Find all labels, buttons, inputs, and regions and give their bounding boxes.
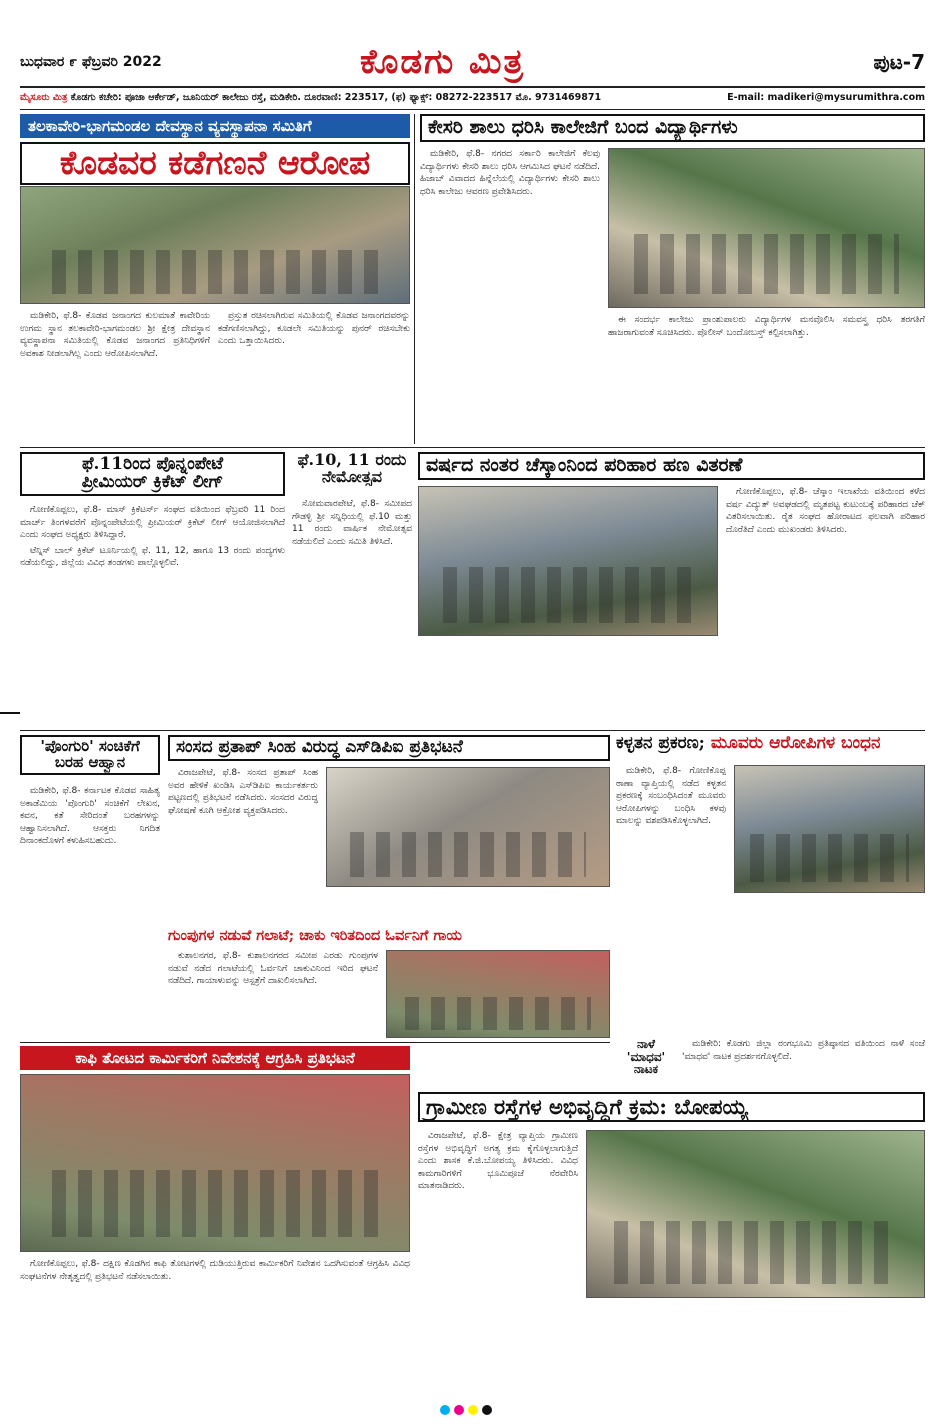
story-kodava-headline: ಕೊಡವರ ಕಡೆಗಣನೆ ಆರೋಪ: [20, 142, 410, 185]
story-nemotsava-para1: ಸೋಮವಾರಪೇಟೆ, ಫೆ.8- ಸಮೀಪದ ಗೌಡಳ್ಳಿ ಶ್ರೀ ಸನ್ನಿಧಿಯಲ್ಲಿ ಫೆ.10 ಮತ್ತು 11 ರಂದು ವಾರ್ಷಿಕ ನೇಮೋತ್ಸವ ನಡೆಯಲಿದೆ ಎಂದು ಸಮಿತಿ ತಿಳಿಸಿದೆ.: [292, 499, 412, 547]
story-nemotsava: [292, 452, 412, 727]
story-madhava-label-line3: ನಾಟಕ: [633, 1062, 659, 1076]
margin-mark: [0, 712, 20, 714]
story-saffron-para1: ಮಡಿಕೇರಿ, ಫೆ.8- ನಗರದ ಸರ್ಕಾರಿ ಕಾಲೇಜಿಗೆ ಕೆಲವು ವಿದ್ಯಾರ್ಥಿಗಳು ಕೇಸರಿ ಶಾಲು ಧರಿಸಿ ಆಗಮಿಸಿದ ಘಟನೆ ನಡೆದಿದೆ. ಹಿಜಾಬ್ ವಿವಾದದ ಹಿನ್ನೆಲೆಯಲ್ಲಿ ವಿದ್ಯಾರ್ಥಿಗಳು ಕೇಸರಿ ಶಾಲು ಧರಿಸಿ ಕಾಲೇಜು ಆವರಣ ಪ್ರವೇಶಿಸಿದರು.: [420, 149, 600, 197]
story-sdpi-headline: ಸಂಸದ ಪ್ರತಾಪ್ ಸಿಂಹ ವಿರುದ್ಧ ಎಸ್‌ಡಿಪಿಐ ಪ್ರತಿಭಟನೆ: [168, 735, 610, 761]
column-rule: [414, 114, 415, 444]
masthead: [20, 42, 925, 88]
story-madhava-label: [616, 1038, 676, 1076]
print-color-bar: [440, 1400, 496, 1419]
contact-address: ಕೊಡಗು ಕಚೇರಿ: ಪೂಜಾ ಆರ್ಕೇಡ್, ಜೂನಿಯರ್ ಕಾಲೇಜು ರಸ್ತೆ, ಮಡಿಕೇರಿ. ದೂರವಾಣಿ: 223517, (ಫ) ಫ್ಯಾಕ್ಸ್: 08272-223517 ಮೊ. 9731469871: [70, 92, 602, 103]
story-coffee-para1: ಗೋಣಿಕೊಪ್ಪಲು, ಫೆ.8- ದಕ್ಷಿಣ ಕೊಡಗಿನ ಕಾಫಿ ತೋಟಗಳಲ್ಲಿ ದುಡಿಯುತ್ತಿರುವ ಕಾರ್ಮಿಕರಿಗೆ ನಿವೇಶನ ಒದಗಿಸುವಂತೆ ಆಗ್ರಹಿಸಿ ವಿವಿಧ ಸಂಘಟನೆಗಳ ನೇತೃತ್ವದಲ್ಲಿ ಪ್ರತಿಭಟನೆ ನಡೆಸಲಾಯಿತು.: [20, 1259, 410, 1282]
story-theft-para1: ಮಡಿಕೇರಿ, ಫೆ.8- ಗೋಣಿಕೊಪ್ಪ ಠಾಣಾ ವ್ಯಾಪ್ತಿಯಲ್ಲಿ ನಡೆದ ಕಳ್ಳತನ ಪ್ರಕರಣಕ್ಕೆ ಸಂಬಂಧಿಸಿದಂತೆ ಮೂವರು ಆರೋಪಿಗಳನ್ನು ಬಂಧಿಸಿ ಕಳವು ಮಾಲನ್ನು ವಶಪಡಿಸಿಕೊಳ್ಳಲಾಗಿದೆ.: [616, 766, 726, 826]
story-kodava-kicker: ತಲಕಾವೇರಿ-ಭಾಗಮಂಡಲ ದೇವಸ್ಥಾನ ವ್ಯವಸ್ಥಾಪನಾ ಸಮಿತಿಗೆ: [20, 114, 410, 138]
story-theft-photo: [734, 765, 925, 893]
newspaper-title: ಕೊಡಗು ಮಿತ್ರ: [360, 42, 526, 82]
story-theft-headline-b: ಮೂವರು ಆರೋಪಿಗಳ ಬಂಧನ: [710, 735, 881, 753]
story-clash-para1: ಕುಶಾಲನಗರ, ಫೆ.8- ಕುಶಾಲನಗರದ ಸಮೀಪ ಎರಡು ಗುಂಪುಗಳ ನಡುವೆ ನಡೆದ ಗಲಾಟೆಯಲ್ಲಿ ಓರ್ವನಿಗೆ ಚಾಕುವಿನಿಂದ ಇರಿದ ಘಟನೆ ನಡೆದಿದೆ. ಗಾಯಾಳುವನ್ನು ಆಸ್ಪತ್ರೆಗೆ ದಾಖಲಿಸಲಾಗಿದೆ.: [168, 951, 378, 986]
magenta-dot: [454, 1405, 464, 1415]
story-nemotsava-body: [292, 498, 412, 726]
page-number: ಪುಟ-7: [873, 50, 925, 74]
story-madhava-para1: ಮಡಿಕೇರಿ: ಕೊಡಗು ಜಿಲ್ಲಾ ರಂಗಭೂಮಿ ಪ್ರತಿಷ್ಠಾನದ ವತಿಯಿಂದ ನಾಳೆ ಸಂಜೆ 'ಮಾಧವ' ನಾಟಕ ಪ್ರದರ್ಶನಗೊಳ್ಳಲಿದೆ.: [682, 1039, 925, 1062]
story-cricket-para2: ಟೆನ್ನಿಸ್ ಬಾಲ್ ಕ್ರಿಕೆಟ್ ಟೂರ್ನಿಯಲ್ಲಿ ಫೆ. 11, 12, ಹಾಗೂ 13 ರಂದು ಪಂದ್ಯಗಳು ನಡೆಯಲಿದ್ದು, ಜಿಲ್ಲೆಯ ವಿವಿಧ ತಂಡಗಳು ಪಾಲ್ಗೊಳ್ಳಲಿವೆ.: [20, 545, 285, 568]
story-clash-headline: ಗುಂಪುಗಳ ನಡುವೆ ಗಲಾಟೆ; ಚಾಕು ಇರಿತದಿಂದ ಓರ್ವನಿಗೆ ಗಾಯ: [168, 928, 462, 944]
story-kodava-body-col2: [218, 310, 410, 444]
story-roads-para1: ವಿರಾಜಪೇಟೆ, ಫೆ.8- ಕ್ಷೇತ್ರ ವ್ಯಾಪ್ತಿಯ ಗ್ರಾಮೀಣ ರಸ್ತೆಗಳ ಅಭಿವೃದ್ಧಿಗೆ ಅಗತ್ಯ ಕ್ರಮ ಕೈಗೊಳ್ಳಲಾಗುತ್ತಿದೆ ಎಂದು ಶಾಸಕ ಕೆ.ಜಿ.ಬೋಪಯ್ಯ ತಿಳಿಸಿದರು. ವಿವಿಧ ಕಾಮಗಾರಿಗಳಿಗೆ ಭೂಮಿಪೂಜೆ ನೆರವೇರಿಸಿ ಮಾತನಾಡಿದರು.: [418, 1131, 578, 1191]
story-saffron-body-col1: [420, 148, 600, 348]
story-ponguri-body: [20, 785, 160, 1035]
story-saffron-photo: [608, 148, 925, 308]
contact-email: E-mail: madikeri@mysurumithra.com: [727, 92, 925, 103]
story-ponguri-headline-line1: 'ಪೊಂಗುರಿ' ಸಂಚಿಕೆಗೆ: [40, 737, 140, 755]
story-nemotsava-headline-line1: ಫೆ.10, 11 ರಂದು: [297, 452, 407, 469]
story-saffron-para2: ಈ ಸಂದರ್ಭ ಕಾಲೇಜು ಪ್ರಾಂಶುಪಾಲರು ವಿದ್ಯಾರ್ಥಿಗಳ ಮನವೊಲಿಸಿ ಸಮವಸ್ತ್ರ ಧರಿಸಿ ತರಗತಿಗೆ ಹಾಜರಾಗುವಂತೆ ಸೂಚಿಸಿದರು. ಪೊಲೀಸ್ ಬಂದೋಬಸ್ತ್ ಕಲ್ಪಿಸಲಾಗಿತ್ತು.: [608, 315, 925, 338]
story-sdpi-body: [168, 767, 318, 925]
story-ponguri-headline-line2: ಬರಹ ಆಹ್ವಾನ: [54, 752, 126, 771]
story-kodava-para1: ಮಡಿಕೇರಿ, ಫೆ.8- ಕೊಡವ ಜನಾಂಗದ ಕುಲಮಾತೆ ಕಾವೇರಿಯ ಉಗಮ ಸ್ಥಾನ ತಲಕಾವೇರಿ-ಭಾಗಮಂಡಲ ಶ್ರೀ ಕ್ಷೇತ್ರ ದೇವಸ್ಥಾನ ವ್ಯವಸ್ಥಾಪನಾ ಸಮಿತಿಯಲ್ಲಿ ಕೊಡವ ಜನಾಂಗದ ಪ್ರತಿನಿಧಿಗಳಿಗೆ ಅವಕಾಶ ನೀಡಲಾಗಿಲ್ಲ ಎಂದು ಆರೋಪಿಸಲಾಗಿದೆ.: [20, 311, 210, 359]
story-theft-body: [616, 765, 726, 1035]
story-coffee-body: [20, 1258, 410, 1396]
story-kodava-body-col1: [20, 310, 210, 444]
story-clash-photo: [386, 950, 610, 1038]
story-saffron-headline: ಕೇಸರಿ ಶಾಲು ಧರಿಸಿ ಕಾಲೇಜಿಗೆ ಬಂದ ವಿದ್ಯಾರ್ಥಿಗಳು: [420, 114, 925, 142]
story-cricket-headline-line2: ಪ್ರೀಮಿಯರ್ ಕ್ರಿಕೆಟ್ ಲೀಗ್: [81, 471, 224, 492]
story-theft-headline: [616, 735, 925, 753]
story-cricket: [20, 452, 285, 727]
story-theft: [616, 735, 925, 1035]
section-rule: [20, 447, 925, 448]
story-cricket-headline-line1: ಫೆ.11ರಿಂದ ಪೊನ್ನಂಪೇಟೆ: [81, 454, 224, 474]
story-compensation-headline: ವರ್ಷದ ನಂತರ ಚೆಸ್ಕಾಂನಿಂದ ಪರಿಹಾರ ಹಣ ವಿತರಣೆ: [418, 452, 925, 480]
section-rule: [20, 1042, 610, 1043]
story-clash: [168, 928, 610, 1038]
story-cricket-headline-box: [20, 452, 285, 496]
story-roads-headline: ಗ್ರಾಮೀಣ ರಸ್ತೆಗಳ ಅಭಿವೃದ್ಧಿಗೆ ಕ್ರಮ: ಬೋಪಯ್ಯ: [418, 1092, 925, 1122]
story-madhava-label-line1: ನಾಳೆ: [637, 1038, 655, 1051]
story-roads: [418, 1092, 925, 1396]
story-madhava: [616, 1038, 925, 1088]
black-dot: [482, 1405, 492, 1415]
story-roads-photo: [586, 1130, 925, 1298]
story-ponguri-para1: ಮಡಿಕೇರಿ, ಫೆ.8- ಕರ್ನಾಟಕ ಕೊಡವ ಸಾಹಿತ್ಯ ಅಕಾಡೆಮಿಯ 'ಪೊಂಗುರಿ' ಸಂಚಿಕೆಗೆ ಲೇಖನ, ಕವನ, ಕತೆ ಸೇರಿದಂತೆ ಬರಹಗಳನ್ನು ಆಹ್ವಾನಿಸಲಾಗಿದೆ. ಆಸಕ್ತರು ನಿಗದಿತ ದಿನಾಂಕದೊಳಗೆ ಕಳುಹಿಸಬಹುದು.: [20, 786, 160, 846]
story-coffee-headline: ಕಾಫಿ ತೋಟದ ಕಾರ್ಮಿಕರಿಗೆ ನಿವೇಶನಕ್ಕೆ ಆಗ್ರಹಿಸಿ ಪ್ರತಿಭಟನೆ: [20, 1046, 410, 1070]
story-kodava: [20, 114, 410, 444]
contact-bar: [20, 92, 925, 110]
story-coffee: [20, 1046, 410, 1396]
yellow-dot: [468, 1405, 478, 1415]
story-compensation: [418, 452, 925, 727]
story-sdpi: [168, 735, 610, 925]
story-madhava-body: [682, 1038, 925, 1088]
story-sdpi-photo: [326, 767, 610, 887]
story-theft-headline-a: ಕಳ್ಳತನ ಪ್ರಕರಣ;: [616, 735, 705, 753]
story-madhava-label-line2: 'ಮಾಧವ': [626, 1049, 666, 1064]
story-nemotsava-headline-box: [292, 452, 412, 486]
story-compensation-photo: [418, 486, 718, 636]
story-compensation-body-col1: [726, 486, 925, 726]
story-sdpi-para1: ವಿರಾಜಪೇಟೆ, ಫೆ.8- ಸಂಸದ ಪ್ರತಾಪ್ ಸಿಂಹ ಅವರ ಹೇಳಿಕೆ ಖಂಡಿಸಿ ಎಸ್‌ಡಿಪಿಐ ಕಾರ್ಯಕರ್ತರು ಪಟ್ಟಣದಲ್ಲಿ ಪ್ರತಿಭಟನೆ ನಡೆಸಿದರು. ಸಂಸದರ ವಿರುದ್ಧ ಘೋಷಣೆ ಕೂಗಿ ಆಕ್ರೋಶ ವ್ಯಕ್ತಪಡಿಸಿದರು.: [168, 768, 318, 816]
story-roads-body: [418, 1130, 578, 1396]
story-clash-body: [168, 950, 378, 1038]
story-cricket-para1: ಗೋಣಿಕೊಪ್ಪಲು, ಫೆ.8- ಮಾಸ್ ಕ್ರಿಕೆಟರ್ಸ್ ಸಂಘದ ವತಿಯಿಂದ ಫೆಬ್ರವರಿ 11 ರಿಂದ ಮಾರ್ಚ್ ತಿಂಗಳವರೆಗೆ ಪೊನ್ನಂಪೇಟೆಯಲ್ಲಿ ಪ್ರೀಮಿಯರ್ ಕ್ರಿಕೆಟ್ ಲೀಗ್ ಆಯೋಜಿಸಲಾಗಿದೆ ಎಂದು ಸಂಘದ ಅಧ್ಯಕ್ಷರು ತಿಳಿಸಿದ್ದಾರೆ.: [20, 505, 285, 540]
story-nemotsava-headline-line2: ನೇಮೋತ್ಸವ: [321, 466, 383, 486]
story-ponguri-headline-box: [20, 735, 160, 775]
story-ponguri: [20, 735, 160, 1035]
story-cricket-body: [20, 504, 285, 726]
story-kodava-para2: ಪ್ರಸ್ತುತ ರಚಿಸಲಾಗಿರುವ ಸಮಿತಿಯಲ್ಲಿ ಕೊಡವ ಜನಾಂಗದವರನ್ನು ಕಡೆಗಣಿಸಲಾಗಿದ್ದು, ಕೂಡಲೇ ಸಮಿತಿಯನ್ನು ಪುನರ್ ರಚಿಸಬೇಕು ಎಂದು ಒತ್ತಾಯಿಸಿದರು.: [218, 311, 410, 346]
section-rule: [20, 730, 925, 731]
cyan-dot: [440, 1405, 450, 1415]
contact-brand: ಮೈಸೂರು ಮಿತ್ರ: [20, 92, 68, 103]
issue-date: ಬುಧವಾರ ೯ ಫೆಬ್ರವರಿ 2022: [20, 54, 162, 70]
story-saffron-body-col2: [608, 314, 925, 444]
story-kodava-photo: [20, 186, 410, 304]
story-compensation-para1: ಗೋಣಿಕೊಪ್ಪಲು, ಫೆ.8- ಚೆಸ್ಕಾಂ ಇಲಾಖೆಯ ವತಿಯಿಂದ ಕಳೆದ ವರ್ಷ ವಿದ್ಯುತ್ ಅವಘಡದಲ್ಲಿ ಮೃತಪಟ್ಟ ಕುಟುಂಬಕ್ಕೆ ಪರಿಹಾರದ ಚೆಕ್ ವಿತರಿಸಲಾಯಿತು. ರೈತ ಸಂಘದ ಹೋರಾಟದ ಫಲವಾಗಿ ಪರಿಹಾರ ದೊರೆತಿದೆ ಎಂದು ಮುಖಂಡರು ತಿಳಿಸಿದರು.: [726, 487, 925, 535]
story-saffron: [420, 114, 925, 444]
story-coffee-photo: [20, 1074, 410, 1252]
